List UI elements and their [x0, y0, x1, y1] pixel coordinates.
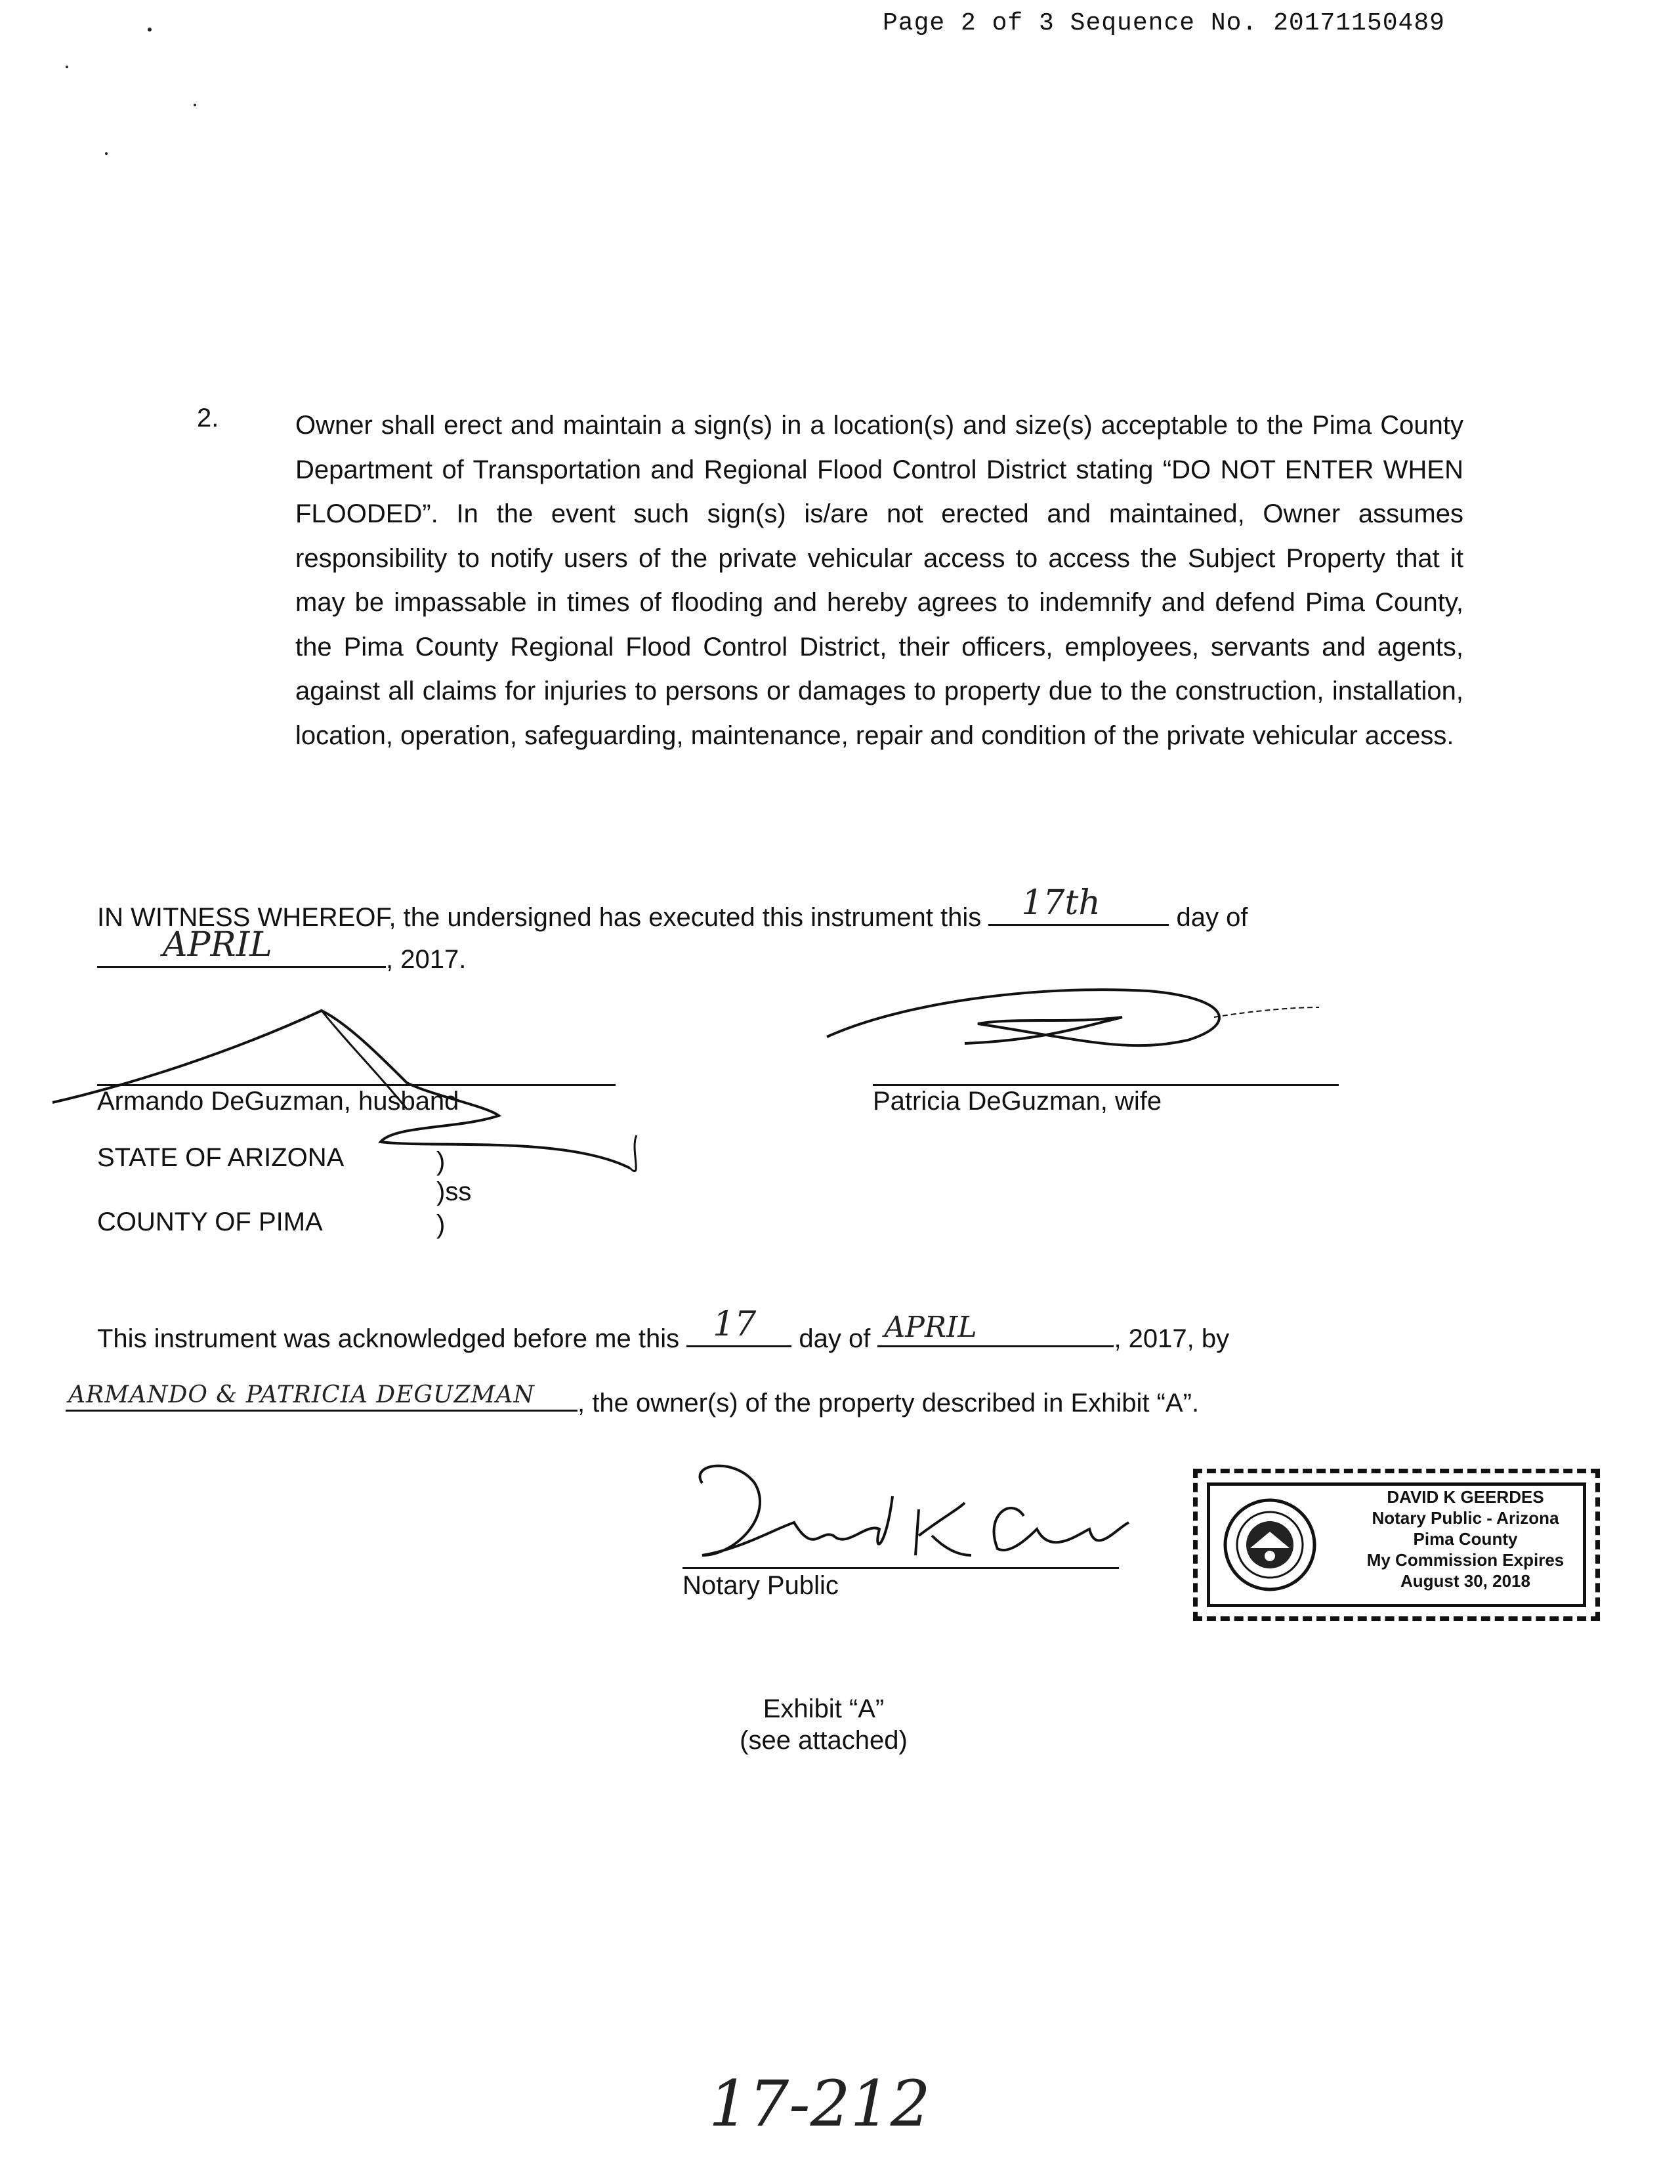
- wife-signature-label: Patricia DeGuzman, wife: [873, 1087, 1162, 1116]
- stamp-title: Notary Public - Arizona: [1372, 1508, 1559, 1528]
- notary-signature-line: [682, 1567, 1119, 1569]
- stamp-commission: My Commission Expires: [1366, 1550, 1564, 1570]
- scan-speck: [105, 152, 108, 155]
- scan-speck: [148, 28, 152, 32]
- ack-names-suffix: , the owner(s) of the property described in Exhibit “A”.: [578, 1389, 1200, 1418]
- stamp-name: DAVID K GEERDES: [1387, 1487, 1544, 1507]
- witness-day-suffix: day of: [1176, 903, 1248, 932]
- ack-month-handwritten: APRIL: [884, 1311, 977, 1344]
- witness-prefix: IN WITNESS WHEREOF, the undersigned has executed this instrument this: [97, 903, 982, 932]
- acknowledgment-line2: [66, 1383, 1199, 1418]
- stamp-expiration: August 30, 2018: [1400, 1571, 1530, 1591]
- witness-month-blank: [97, 925, 386, 968]
- witness-year-suffix: , 2017.: [386, 945, 467, 974]
- ack-mid: day of: [799, 1324, 871, 1353]
- husband-signature-label: Armando DeGuzman, husband: [97, 1087, 459, 1116]
- witness-month-handwritten: APRIL: [163, 925, 272, 965]
- wife-signature-line: [873, 1084, 1339, 1086]
- ack-prefix: This instrument was acknowledged before me this: [97, 1324, 680, 1353]
- husband-signature-line: [97, 1084, 616, 1086]
- scan-speck: [66, 66, 68, 68]
- ack-names-handwritten: ARMANDO & PATRICIA DEGUZMAN: [68, 1381, 535, 1408]
- venue-county: COUNTY OF PIMA: [97, 1208, 323, 1236]
- ack-names-blank: [66, 1383, 578, 1412]
- exhibit-note: (see attached): [740, 1726, 908, 1755]
- acknowledgment-line1: [97, 1305, 1230, 1354]
- venue-paren-1: ): [436, 1147, 446, 1176]
- exhibit-title: Exhibit “A”: [763, 1694, 885, 1723]
- handwritten-file-number: 17-212: [709, 2067, 931, 2141]
- scan-speck: [194, 104, 196, 106]
- witness-clause-line2: [97, 925, 467, 975]
- venue-ss: )ss: [436, 1177, 472, 1206]
- venue-state: STATE OF ARIZONA: [97, 1143, 345, 1172]
- venue-paren-2: ): [436, 1210, 446, 1239]
- notary-public-label: Notary Public: [682, 1571, 839, 1600]
- notary-stamp: [1193, 1469, 1600, 1621]
- ack-month-blank: [877, 1311, 1114, 1347]
- notary-signature-scribble: [682, 1457, 1142, 1575]
- wife-signature-scribble: [820, 978, 1332, 1070]
- arizona-seal-icon: [1217, 1496, 1322, 1594]
- notary-stamp-text: [1342, 1486, 1589, 1591]
- ack-suffix: , 2017, by: [1114, 1324, 1230, 1353]
- paragraph-number: 2.: [197, 404, 219, 432]
- paragraph-body: Owner shall erect and maintain a sign(s) in a location(s) and size(s) acceptable to the Pima County Department of Transportation and Regional Flood Control District stating “DO NOT ENTER WHEN FLOODED”. In the event such sign(s) is/are not erected and maintained, Owner assumes responsibility to notify users of the private vehicular access to access the Subject Property that it may be impassable in times of flooding and hereby agrees to indemnify and defend Pima County, the Pima County Regional Flood Control District, their officers, employees, servants and agents, against all claims for injuries to persons or damages to property due to the construction, installation, location, operation, safeguarding, maintenance, repair and condition of the private vehicular access.: [295, 411, 1463, 750]
- witness-day-handwritten: 17th: [1021, 883, 1101, 923]
- ack-day-handwritten: 17: [713, 1305, 757, 1344]
- witness-day-blank: [988, 883, 1169, 926]
- ack-day-blank: [686, 1305, 791, 1347]
- page-sequence-header: Page 2 of 3 Sequence No. 20171150489: [883, 9, 1445, 37]
- stamp-county: Pima County: [1413, 1529, 1518, 1549]
